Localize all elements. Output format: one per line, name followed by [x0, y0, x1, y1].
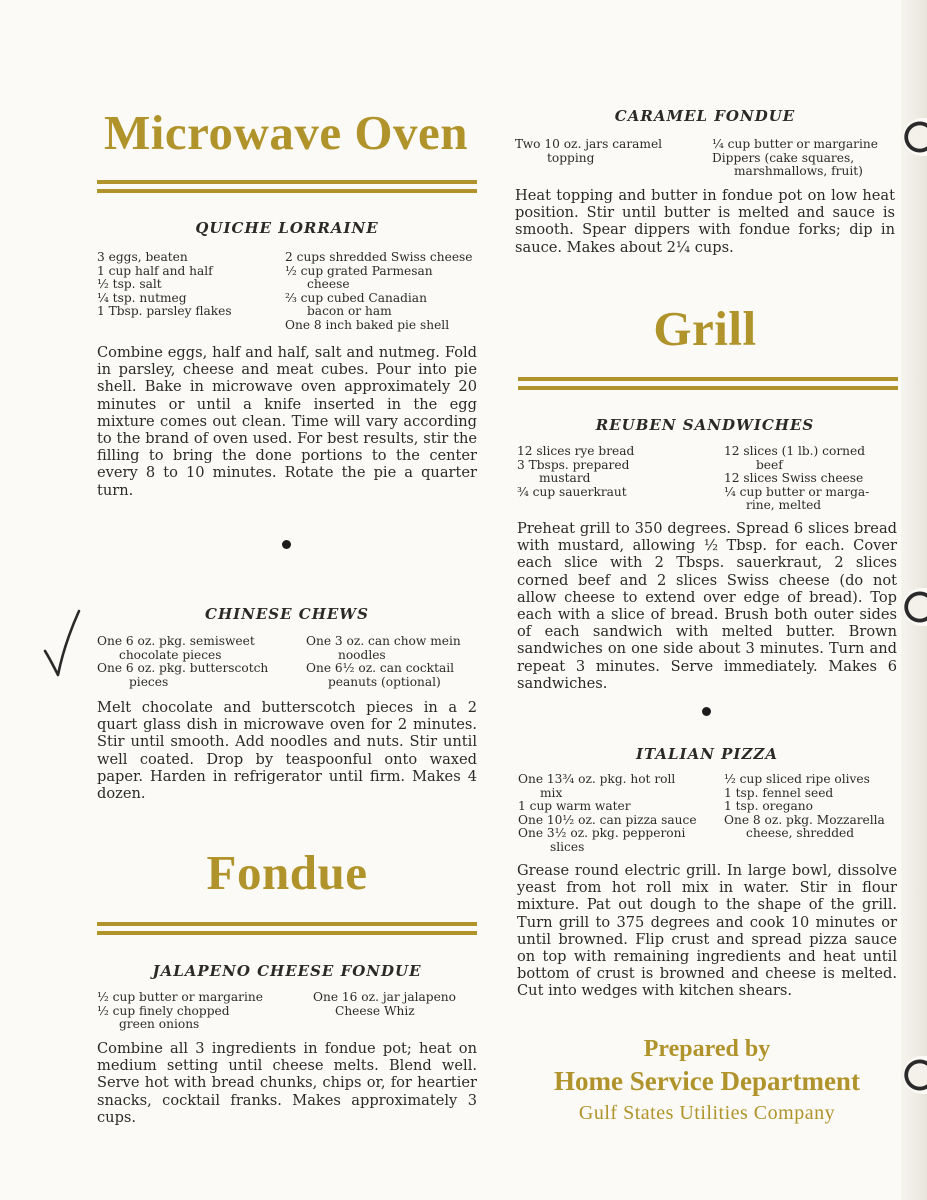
ingredients-quiche-right: 2 cups shredded Swiss cheese ½ cup grated Parmesan cheese ⅔ cup cubed Canadian bacon or ham One 8 inch baked pie shell	[285, 250, 473, 332]
section-rule-fondue	[97, 922, 477, 935]
separator-bullet	[702, 707, 711, 716]
recipe-title-quiche: QUICHE LORRAINE	[195, 219, 379, 237]
recipe-title-pizza: ITALIAN PIZZA	[636, 745, 778, 763]
footer-company: Gulf States Utilities Company	[578, 1102, 836, 1124]
ingredients-quiche-left: 3 eggs, beaten 1 cup half and half ½ tsp. salt ¼ tsp. nutmeg 1 Tbsp. parsley flakes	[97, 250, 232, 318]
footer-prepared-by: Prepared by	[643, 1036, 771, 1062]
recipe-title-caramel: CARAMEL FONDUE	[614, 107, 796, 125]
ingredients-reuben-right: 12 slices (1 lb.) corned beef 12 slices Swiss cheese ¼ cup butter or marga- rine, melted	[724, 444, 870, 512]
ingredients-pizza-left: One 13¾ oz. pkg. hot roll mix 1 cup warm water One 10½ oz. can pizza sauce One 3½ oz. pkg. pepperoni slices	[518, 772, 697, 854]
separator-bullet	[282, 540, 291, 549]
recipe-body-quiche: Combine eggs, half and half, salt and nutmeg. Fold in parsley, cheese and meat cubes. Pour into pie shell. Bake in microwave oven approximately 20 minutes or until a knife inserted in the egg mixture comes out clean. Time will vary according to the brand of oven used. For best results, stir the filling to bring the done portions to the center every 8 to 10 minutes. Rotate the pie a quarter turn.	[97, 344, 477, 499]
recipe-body-jalapeno: Combine all 3 ingredients in fondue pot; heat on medium setting until cheese melts. Blend well. Serve hot with bread chunks, chips or, for heartier snacks, cocktail franks. Makes approximately 3 cups.	[97, 1040, 477, 1126]
ingredients-caramel-right: ¼ cup butter or margarine Dippers (cake squares, marshmallows, fruit)	[712, 137, 878, 178]
recipe-body-reuben: Preheat grill to 350 degrees. Spread 6 slices bread with mustard, allowing ½ Tbsp. for each. Cover each slice with 2 Tbsps. sauerkraut, 2 slices corned beef and 2 slices Swiss cheese (do not allow cheese to extend over edge of bread). Top each with a slice of bread. Brush both outer sides of each sandwich with melted butter. Brown sandwiches on one side about 3 minutes. Turn and repeat 3 minutes. Serve immediately. Makes 6 sandwiches.	[517, 520, 897, 692]
recipe-title-jalapeno: JALAPENO CHEESE FONDUE	[152, 962, 422, 980]
recipe-body-caramel: Heat topping and butter in fondue pot on low heat position. Stir until butter is melted and sauce is smooth. Spear dippers with fondue forks; dip in sauce. Makes about 2¼ cups.	[515, 187, 895, 256]
ingredients-jalapeno-right: One 16 oz. jar jalapeno Cheese Whiz	[313, 990, 456, 1018]
recipe-body-pizza: Grease round electric grill. In large bowl, dissolve yeast from hot roll mix in water. Stir in flour mixture. Pat out dough to the shape of the grill. Turn grill to 375 degrees and cook 10 minutes or until browned. Flip crust and spread pizza sauce on top with remaining ingredients and heat until bottom of crust is browned and cheese is melted. Cut into wedges with kitchen shears.	[517, 862, 897, 1000]
ingredients-reuben-left: 12 slices rye bread 3 Tbsps. prepared mustard ¾ cup sauerkraut	[517, 444, 635, 499]
section-rule-grill	[518, 377, 898, 390]
ingredients-chews-left: One 6 oz. pkg. semisweet chocolate pieces One 6 oz. pkg. butterscotch pieces	[97, 634, 269, 689]
ingredients-chews-right: One 3 oz. can chow mein noodles One 6½ oz. can cocktail peanuts (optional)	[306, 634, 461, 689]
section-title-fondue: Fondue	[206, 845, 368, 900]
recipe-title-reuben: REUBEN SANDWICHES	[595, 416, 815, 434]
ingredients-jalapeno-left: ½ cup butter or margarine ½ cup finely chopped green onions	[97, 990, 263, 1031]
recipe-title-chews: CHINESE CHEWS	[205, 605, 369, 623]
checkmark-icon	[42, 607, 82, 679]
ingredients-caramel-left: Two 10 oz. jars caramel topping	[515, 137, 663, 165]
ingredients-pizza-right: ½ cup sliced ripe olives 1 tsp. fennel seed 1 tsp. oregano One 8 oz. pkg. Mozzarella cheese, shredded	[724, 772, 885, 840]
footer-department: Home Service Department	[554, 1066, 860, 1096]
section-title-grill: Grill	[653, 301, 757, 356]
recipe-body-chews: Melt chocolate and butterscotch pieces in a 2 quart glass dish in microwave oven for 2 minutes. Stir until smooth. Add noodles and nuts. Stir until well coated. Drop by teaspoonful onto waxed paper. Harden in refrigerator until firm. Makes 4 dozen.	[97, 699, 477, 803]
section-title-microwave: Microwave Oven	[104, 105, 468, 160]
section-rule-microwave	[97, 180, 477, 193]
